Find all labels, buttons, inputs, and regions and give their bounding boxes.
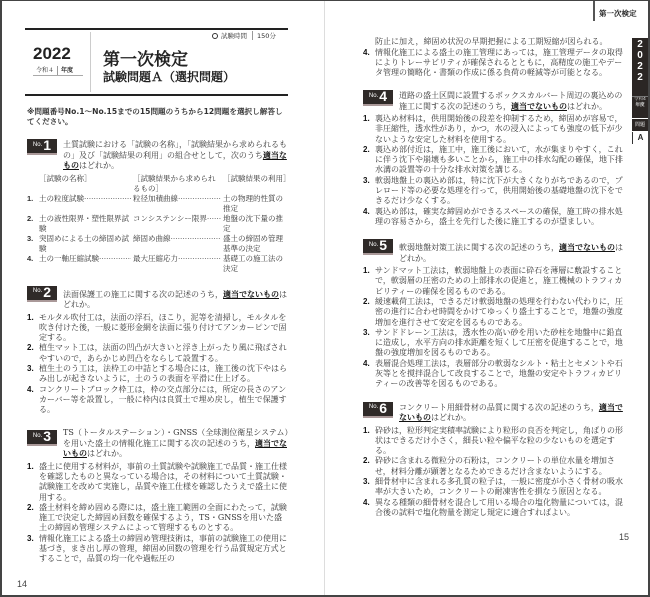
- question-1: [27, 139, 289, 274]
- instructions-note: ※問題番号No.1～No.15までの15問題のうちから12問題を選択し解答してください。: [27, 107, 283, 126]
- exam-time-value: 150分: [252, 31, 276, 40]
- option-1: 1. 裏込め材料は，供用開始後の段差を抑制するため，締固めが容易で，非圧縮性，透水性があり，かつ，水の浸入によっても強度の低下が少ないような安定した材料を使用する。: [363, 114, 623, 144]
- nendo-label: 年度: [61, 67, 74, 74]
- table-row: 4. 土の一軸圧縮試験 ····· 最大圧縮応力 ····· 基礎工の施工法の決定: [27, 254, 289, 274]
- option-4: 4. 表層混合処理工法は，表層部分の軟弱なシルト・粘土とセメントや石灰等とを撹拌混合して改良することで，地盤の安定やトラフィカビリティーの改善等を図るものである。: [363, 358, 623, 389]
- question-3: [27, 427, 289, 564]
- question-3-continued: [363, 37, 625, 78]
- table-header: ［試験の名称］ ［試験結果から求められるもの］ ［試験結果の利用］: [39, 173, 291, 193]
- header-top-rule: [25, 28, 288, 30]
- answer-table: [27, 174, 289, 274]
- option-1: 1. 盛土に使用する材料が，事前の土質試験や試験施工で品質・施工仕様を確認したものと異なっている場合は，その材料について土質試験・試験施工を改めて実施し，品質や施工仕様を確認したうえで盛土に使用する。: [27, 461, 287, 502]
- option-3: 3. 軟弱地盤上の裏込め部は，特に沈下が大きくなりがちであるので，プレロード等の必要な処理を行って，供用開始後の基礎地盤の沈下をできるだけ少なくする。: [363, 175, 623, 206]
- option-3: 3. サンドドレーン工法は，透水性の高い砂を用いた砂柱を地盤中に鉛直に造成し，水平方向の排水距離を短くして圧密を促進することで，地盤の強度増加を図るものである。: [363, 328, 623, 358]
- option-3: 3. 情報化施工による盛土の締固め管理技術は，事前の試験施工の使用に基づき，まき出し厚の管理，締固め回数の管理を行う品質規定方式とすることで，品質の均一化や過転圧の: [27, 533, 287, 564]
- side-tab-era: 令和4 年度: [632, 96, 648, 118]
- page-number-right: 15: [618, 532, 629, 543]
- right-page-content: [363, 37, 629, 543]
- question-text: 土質試験における「試験の名称」，「試験結果から求められるもの」及び「試験結果の利用」の組合せとして，次のうち適当なものはどれか。: [63, 140, 287, 170]
- question-text: コンクリート用細骨材の品質に関する次の記述のうち，適当でないものはどれか。: [399, 402, 623, 423]
- question-number-badge: No. 2: [27, 286, 57, 302]
- option-2: 2. 裏込め部付近は，施工中，施工後において，水が集まりやすく，これに伴う沈下や崩壊も多いことから，施工中の排水勾配の確保，地下排水溝の設置等の十分な排水対策を講じる。: [363, 145, 623, 175]
- question-number-badge: No. 5: [363, 239, 393, 255]
- question-number-badge: No. 3: [27, 430, 57, 446]
- header-bottom-rule: [25, 94, 288, 96]
- option-4: 4. コンクリートブロック枠工は，枠の交点部分には，所定の長さのアンカーバー等を設置し，一般に枠内は良質土で埋め戻し，植生で保護する。: [27, 384, 287, 415]
- option-4: 4. 裏込め部は，確実な締固めができるスペースの確保，施工時の排水処理の容易さから，盛土を先行した後に施工するのが望ましい。: [363, 206, 623, 227]
- option-3: 3. 植生土のう工は，法枠工の中詰とする場合には，施工後の沈下やはらみ出しが起きないように，土のうの表面を平滑に仕上げる。: [27, 364, 287, 384]
- exam-year: 2022: [33, 44, 71, 63]
- option-1: 1. モルタル吹付工は，法面の浮石，ほこり，泥等を清掃し，モルタルを吹き付けた後，一般に菱形金網を法面に張り付けてアンカーピンで固定する。: [27, 312, 287, 342]
- left-page-content: [17, 107, 291, 589]
- header-divider: [90, 32, 91, 92]
- question-text: 法面保護工の施工に関する次の記述のうち，適当でないものはどれか。: [63, 289, 287, 309]
- running-head: 第一次検定: [599, 9, 637, 18]
- option-3: 3. 細骨材中に含まれる多孔質の粒子は，一般に密度が小さく骨材の吸水率が大きいため，コンクリートの耐凍害性を損なう原因となる。: [363, 477, 623, 497]
- side-tab-set: A: [632, 132, 648, 144]
- question-4: [363, 90, 625, 227]
- question-number-badge: No. 4: [363, 90, 393, 106]
- table-row: 3. 突固めによる土の締固め試験 締固め曲線 ····· 盛土の締固め管理基準の決定: [27, 234, 289, 254]
- exam-time-label: 試験時間: [221, 32, 247, 40]
- page-gutter: [324, 1, 325, 595]
- option-2: 2. 盛土材料を締め固める際には，盛土施工範囲の全面にわたって，試験施工で決定した締固め回数を確保するよう，TS・GNSSを用いた盛土の締固め管理システムによって管理するものとする。: [27, 503, 287, 533]
- question-5: [363, 239, 625, 389]
- option-1: 1. 砕砂は，粒形判定実積率試験により粒形の良否を判定し，角ばりの形状はできるだけ小さく，細長い粒や偏平な粒の少ないものを選定する。: [363, 425, 623, 455]
- question-6: [363, 399, 625, 519]
- question-2: [27, 283, 289, 416]
- table-row: 2. 土の液性限界・塑性限界試験 コンシステンシー限界 ····· 地盤の沈下量の推定: [27, 214, 289, 234]
- year-era: [33, 66, 83, 76]
- question-number-badge: No. 1: [27, 139, 57, 155]
- page-subtitle: 試験問題Ａ（選択問題）: [103, 70, 236, 84]
- question-number-badge: No. 6: [363, 402, 393, 418]
- era-label: 令和４: [33, 66, 58, 75]
- question-text: 道路の盛土区間に設置するボックスカルバート周辺の裏込めの施工に関する次の記述のうち，適当でないものはどれか。: [399, 91, 623, 111]
- option-4: 4. 情報化施工による盛土の施工管理にあっては，施工管理データの取得によりトレーサビリティが確保されるとともに，高精度の施工やデータ管理の簡略化・書類の作成に係る負荷の軽減等が可能となる。: [363, 47, 623, 77]
- option-2: 2. 緩速載荷工法は，できるだけ軟弱地盤の処理を行わない代わりに，圧密の進行に合わせ時間をかけてゆっくり盛土することで，地盤の強度増加を進行させて安定を図るものである。: [363, 297, 623, 327]
- table-row: 1. 土の粒度試験 ····· 粒径加積曲線 ····· 土の物理的性質の推定: [27, 194, 289, 214]
- side-tab-year: 2 0 2 2: [632, 38, 648, 96]
- clock-icon: [212, 33, 218, 39]
- option-3-continued: 防止に加え，締固め状況の早期把握による工期短縮が図られる。: [375, 37, 608, 46]
- page-title: 第一次検定: [103, 50, 188, 70]
- page-number-left: 14: [17, 578, 28, 589]
- option-2: 2. 砕砂に含まれる微粒分の石粉は，コンクリートの単位水量を増加させ，材料分離が顕著となるためできるだけ含まないようにする。: [363, 456, 615, 476]
- side-tab-mondai: 問題: [632, 119, 648, 131]
- exam-time: [212, 31, 276, 40]
- question-text: 軟弱地盤対策工法に関する次の記述のうち，適当でないものはどれか。: [399, 243, 623, 263]
- option-2: 2. 植生マット工は，法面の凹凸が大きいと浮き上がったり風に飛ばされやすいので，あらかじめ凹凸をならして設置する。: [27, 343, 287, 363]
- option-1: 1. サンドマット工法は，軟弱地盤上の表面に砕石を薄層に敷設することで，軟弱層の圧密のための上部排水の促進と，施工機械のトラフィカビリティーの確保を図るものである。: [363, 266, 623, 296]
- option-4: 4. 異なる種類の細骨材を混合して用いる場合の塩化物量については，混合後の試料で塩化物量を測定し規定に適合すればよい。: [363, 497, 623, 518]
- running-head-bar: [593, 1, 595, 21]
- question-text: TS（トータルステーション）・GNSS（全球測位衛星システム）を用いた盛土の情報化施工に関する次の記述のうち，適当でないものはどれか。: [63, 428, 289, 459]
